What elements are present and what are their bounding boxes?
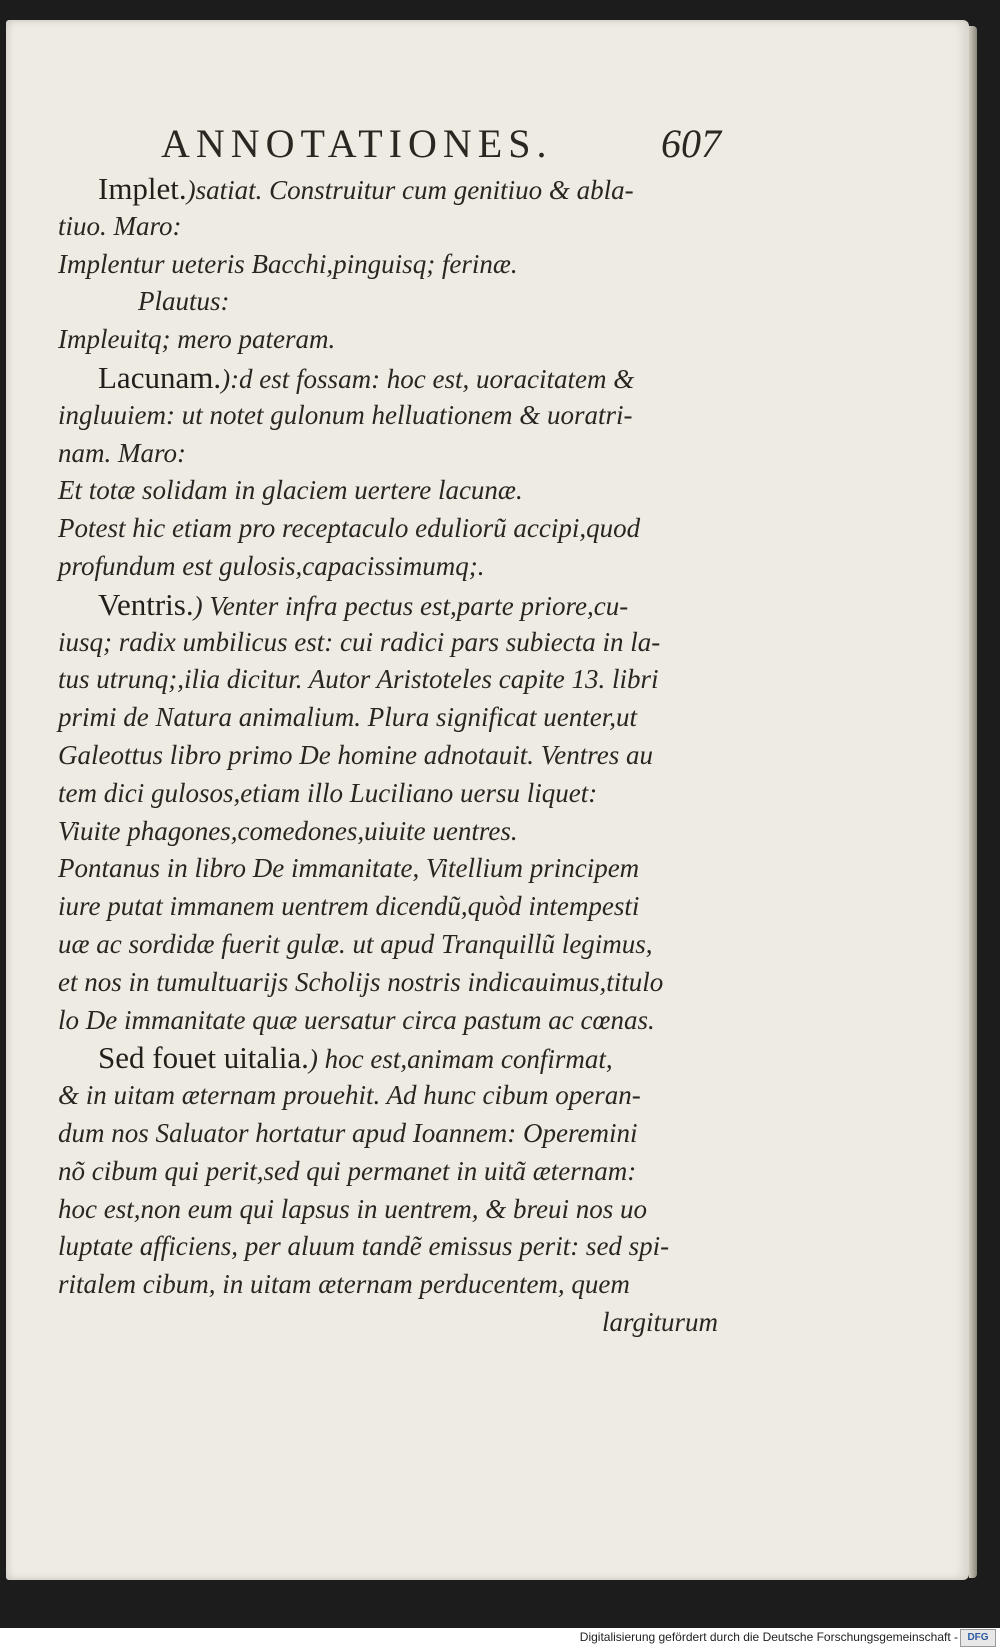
text-line xyxy=(58,850,718,888)
text-line xyxy=(58,888,718,926)
line-text: uæ ac sordidæ fuerit gulæ. ut apud Tranquillũ legimus, xyxy=(58,928,653,959)
text-line xyxy=(58,548,718,586)
text-line xyxy=(58,435,718,473)
line-text: Impleuitq; mero pateram. xyxy=(58,324,336,355)
text-line xyxy=(58,283,718,321)
text-line xyxy=(58,813,718,851)
text-line xyxy=(58,661,718,699)
line-text: iure putat immanem uentrem dicendũ,quòd intempesti xyxy=(58,891,640,922)
line-text: Viuite phagones,comedones,uiuite uentres. xyxy=(58,815,518,846)
text-line xyxy=(58,926,718,964)
line-text: iusq; radix umbilicus est: cui radici pars subiecta in la- xyxy=(58,626,661,657)
text-line xyxy=(58,1266,718,1304)
line-text: tem dici gulosos,etiam illo Luciliano uersu liquet: xyxy=(58,777,598,808)
line-text: Et totæ solidam in glaciem uertere lacunæ. xyxy=(58,475,523,506)
line-text: Implentur ueteris Bacchi,pinguisq; ferinæ. xyxy=(58,248,518,279)
line-text: ritalem cibum, in uitam æternam perducentem, quem xyxy=(58,1269,630,1300)
text-line xyxy=(58,775,718,813)
line-text: ) Venter infra pectus est,parte priore,cu- xyxy=(193,590,629,621)
text-line xyxy=(58,1228,718,1266)
text-line xyxy=(58,246,718,284)
lemma: Sed fouet uitalia. xyxy=(98,1040,309,1076)
line-text: profundum est gulosis,capacissimumq;. xyxy=(58,550,485,581)
line-text: dum nos Saluator hortatur apud Ioannem: Operemini xyxy=(58,1117,638,1148)
text-line xyxy=(58,624,718,662)
line-text: Galeottus libro primo De homine adnotauit. Ventres au xyxy=(58,739,653,770)
text-line xyxy=(58,586,718,624)
line-text: ingluuiem: ut notet gulonum helluationem & uoratri- xyxy=(58,399,633,430)
text-line xyxy=(58,699,718,737)
lemma: Ventris. xyxy=(98,586,194,622)
text-line xyxy=(58,1191,718,1229)
text-line xyxy=(58,1039,718,1077)
line-text: & in uitam æternam prouehit. Ad hunc cibum operan- xyxy=(58,1080,641,1111)
text-line xyxy=(58,1002,718,1040)
text-line xyxy=(58,1077,718,1115)
line-text: Potest hic etiam pro receptaculo eduliorũ accipi,quod xyxy=(58,513,641,544)
dfg-logo: DFG xyxy=(960,1629,996,1647)
running-head: ANNOTATIONES. xyxy=(161,121,553,166)
digitization-footer xyxy=(0,1628,1000,1648)
text-line xyxy=(58,359,718,397)
page-number: 607 xyxy=(661,121,721,166)
line-text: ):d est fossam: hoc est, uoracitatem & xyxy=(221,363,635,394)
text-line xyxy=(58,472,718,510)
text-line xyxy=(58,208,718,246)
line-text: luptate afficiens, per aluum tandẽ emissus perit: sed spi- xyxy=(58,1231,670,1262)
funding-credit: Digitalisierung gefördert durch die Deutsche Forschungsgemeinschaft - xyxy=(579,1630,958,1644)
line-text: )satiat. Construitur cum genitiuo & abla- xyxy=(186,175,634,205)
catchword xyxy=(58,1304,718,1342)
text-line xyxy=(58,170,718,208)
line-text: tus utrunq;,ilia dicitur. Autor Aristoteles capite 13. libri xyxy=(58,664,659,695)
line-text: ) hoc est,animam confirmat, xyxy=(308,1044,613,1075)
lemma: Implet. xyxy=(98,171,187,206)
page-header xyxy=(161,120,721,170)
line-text: nam. Maro: xyxy=(58,437,186,468)
catchword-text: largiturum xyxy=(601,1306,718,1337)
text-block xyxy=(58,170,718,1342)
line-text: primi de Natura animalium. Plura significat uenter,ut xyxy=(58,702,637,733)
text-line xyxy=(58,510,718,548)
line-text: hoc est,non eum qui lapsus in uentrem, & breui nos uo xyxy=(58,1193,647,1224)
line-text: lo De immanitate quæ uersatur circa pastum ac cœnas. xyxy=(58,1004,655,1035)
line-text: et nos in tumultuarijs Scholijs nostris indicauimus,titulo xyxy=(58,966,664,997)
text-line xyxy=(58,397,718,435)
line-text: nõ cibum qui perit,sed qui permanet in uitã æternam: xyxy=(58,1155,637,1186)
lemma: Lacunam. xyxy=(98,359,222,395)
text-line xyxy=(58,1115,718,1153)
text-line xyxy=(58,964,718,1002)
text-line xyxy=(58,321,718,359)
line-text: Plautus: xyxy=(138,286,230,317)
page-edge xyxy=(969,26,977,1578)
line-text: Pontanus in libro De immanitate, Vitellium principem xyxy=(58,853,640,884)
book-page xyxy=(6,20,969,1580)
text-line xyxy=(58,1153,718,1191)
text-line xyxy=(58,737,718,775)
line-text: tiuo. Maro: xyxy=(58,210,182,241)
